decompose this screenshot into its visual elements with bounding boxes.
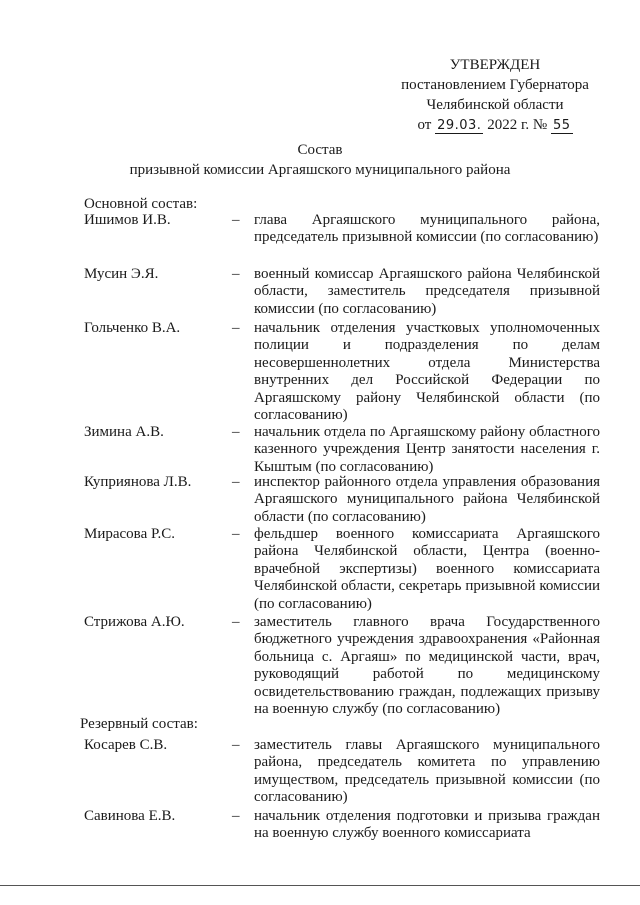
member-dash: – xyxy=(232,212,240,228)
document-subtitle: призывной комиссии Аргаяшского муниципального района xyxy=(129,162,511,178)
member-name: Гольченко В.А. xyxy=(84,320,181,336)
approval-date-prefix: от xyxy=(417,117,432,133)
member-name: Мирасова Р.С. xyxy=(84,526,175,542)
member-name: Зимина А.В. xyxy=(84,424,164,440)
member-dash: – xyxy=(232,474,240,490)
member-entry xyxy=(84,474,604,526)
approval-date-value: 29.03. xyxy=(437,118,482,133)
member-role: военный комиссар Аргаяшского района Челябинской области, заместитель председателя призывной комиссии (по согласованию) xyxy=(254,266,600,317)
page-bottom-divider xyxy=(0,885,640,886)
member-name: Мусин Э.Я. xyxy=(84,266,159,282)
member-dash: – xyxy=(232,266,240,282)
member-entry xyxy=(84,266,604,318)
member-role: начальник отделения подготовки и призыва граждан на военную службу военного комиссариата xyxy=(254,808,600,842)
member-name: Ишимов И.В. xyxy=(84,212,171,228)
member-dash: – xyxy=(232,320,240,336)
member-role: начальник отдела по Аргаяшскому району областного казенного учреждения Центр занятости населения г. Кыштым (по согласованию) xyxy=(254,424,600,475)
member-entry xyxy=(84,320,604,424)
member-entry xyxy=(84,737,604,807)
main-composition-label: Основной состав: xyxy=(84,196,198,212)
member-role: фельдшер военного комиссариата Аргаяшского района Челябинской области, Центра (военно-врачебной экспертизы) военного комиссариата Челябинской области, секретарь призывной комиссии (по согласованию) xyxy=(254,526,600,612)
member-entry xyxy=(84,424,604,476)
member-dash: – xyxy=(232,737,240,753)
document-title: Состав xyxy=(297,142,343,158)
member-dash: – xyxy=(232,614,240,630)
member-role: заместитель главы Аргаяшского муниципального района, председатель комитета по управлению имуществом, председатель призывной комиссии (по согласованию) xyxy=(254,737,600,806)
approval-line-region: Челябинской области xyxy=(426,97,564,113)
member-role: начальник отделения участковых уполномоченных полиции и подразделения по делам несовершеннолетних отдела Министерства внутренних дел Российской Федерации по Аргаяшскому району Челябинской области (по согласованию) xyxy=(254,320,600,424)
member-name: Косарев С.В. xyxy=(84,737,168,753)
approval-line-decree: постановлением Губернатора xyxy=(401,77,589,93)
approval-number-value: 55 xyxy=(552,118,571,133)
approval-heading: УТВЕРЖДЕН xyxy=(449,57,541,73)
member-entry xyxy=(84,808,604,843)
member-entry xyxy=(84,526,604,613)
member-role: заместитель главного врача Государственного бюджетного учреждения здравоохранения «Районная больница с. Аргаяш» по медицинской части, врач, руководящий работой по медицинскому освидетельствованию граждан, подлежащих призыву на военную службу (по согласованию) xyxy=(254,614,600,718)
member-role: глава Аргаяшского муниципального района, председатель призывной комиссии (по согласованию) xyxy=(254,212,600,246)
member-entry xyxy=(84,614,604,718)
member-role: инспектор районного отдела управления образования Аргаяшского муниципального района Челябинской области (по согласованию) xyxy=(254,474,600,525)
member-dash: – xyxy=(232,424,240,440)
member-entry xyxy=(84,212,604,247)
approval-date-year: 2022 г. № xyxy=(487,117,548,133)
approval-block xyxy=(380,55,610,136)
member-name: Савинова Е.В. xyxy=(84,808,176,824)
member-name: Куприянова Л.В. xyxy=(84,474,192,490)
reserve-composition-label: Резервный состав: xyxy=(80,716,198,732)
approval-date-line xyxy=(380,115,610,136)
member-dash: – xyxy=(232,526,240,542)
member-name: Стрижова А.Ю. xyxy=(84,614,185,630)
member-dash: – xyxy=(232,808,240,824)
